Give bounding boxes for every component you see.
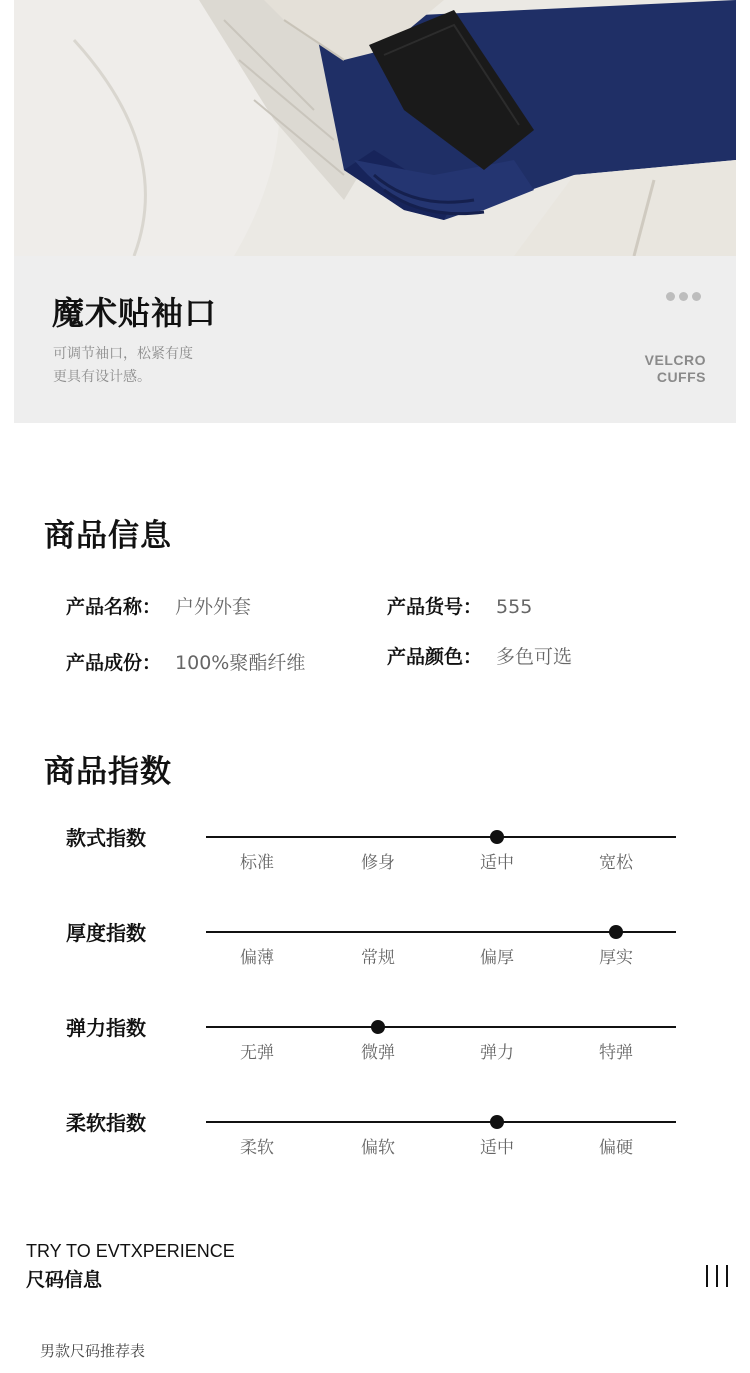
- info-label: 产品货号：: [387, 596, 483, 618]
- index-option: 厚实: [599, 948, 633, 968]
- more-dots-icon: [666, 292, 701, 301]
- index-label: 柔软指数: [66, 1111, 146, 1135]
- size-section-title: 尺码信息: [26, 1269, 103, 1291]
- index-row-style: [0, 822, 750, 882]
- index-indicator-dot: [371, 1020, 385, 1034]
- index-scale-line: [206, 1121, 676, 1123]
- index-option: 标准: [240, 853, 274, 873]
- product-info-title: 商品信息: [44, 518, 172, 554]
- info-value: 555: [496, 596, 533, 618]
- info-item-material: [66, 648, 305, 675]
- index-row-thickness: [0, 917, 750, 977]
- index-option: 特弹: [599, 1043, 633, 1063]
- index-option: 柔软: [240, 1138, 274, 1158]
- index-indicator-dot: [490, 830, 504, 844]
- index-option: 适中: [480, 853, 514, 873]
- index-option: 无弹: [240, 1043, 274, 1063]
- index-option: 偏厚: [480, 948, 514, 968]
- feature-card: [14, 0, 736, 423]
- index-option: 适中: [480, 1138, 514, 1158]
- info-value: 多色可选: [496, 646, 573, 668]
- size-table-title: 男款尺码推荐表: [40, 1342, 146, 1360]
- index-option: 常规: [361, 948, 395, 968]
- info-label: 产品颜色：: [387, 646, 483, 668]
- info-value: 户外外套: [175, 596, 252, 618]
- index-option: 宽松: [599, 853, 633, 873]
- feature-description: [53, 343, 193, 389]
- info-item-color: [387, 642, 572, 669]
- size-section-english-title: TRY TO EVTXPERIENCE: [26, 1241, 235, 1261]
- index-label: 弹力指数: [66, 1016, 146, 1040]
- index-scale-line: [206, 931, 676, 933]
- index-option: 微弹: [361, 1043, 395, 1063]
- info-item-name: [66, 592, 251, 619]
- velcro-cuff-photo: [14, 0, 736, 256]
- feature-desc-line: 可调节袖口，松紧有度: [53, 346, 193, 362]
- index-option: 偏软: [361, 1138, 395, 1158]
- index-indicator-dot: [609, 925, 623, 939]
- jacket-cuff-illustration: [14, 0, 736, 256]
- index-scale-line: [206, 836, 676, 838]
- index-row-elasticity: [0, 1012, 750, 1072]
- index-label: 款式指数: [66, 826, 146, 850]
- info-value: 100%聚酯纤维: [175, 652, 306, 674]
- index-option: 偏薄: [240, 948, 274, 968]
- info-label: 产品成份：: [66, 652, 162, 674]
- index-option: 修身: [361, 853, 395, 873]
- index-row-softness: [0, 1107, 750, 1167]
- feature-desc-line: 更具有设计感。: [53, 369, 151, 385]
- feature-en-line: VELCRO: [644, 352, 706, 368]
- product-index-title: 商品指数: [44, 754, 172, 790]
- index-option: 弹力: [480, 1043, 514, 1063]
- index-scale-line: [206, 1026, 676, 1028]
- menu-bars-icon: [706, 1265, 728, 1287]
- index-option: 偏硬: [599, 1138, 633, 1158]
- index-indicator-dot: [490, 1115, 504, 1129]
- info-item-sku: [387, 592, 532, 619]
- feature-en-line: CUFFS: [656, 369, 706, 385]
- feature-english-label: [645, 352, 706, 386]
- feature-title: 魔术贴袖口: [52, 294, 218, 332]
- index-label: 厚度指数: [66, 921, 146, 945]
- info-label: 产品名称：: [66, 596, 162, 618]
